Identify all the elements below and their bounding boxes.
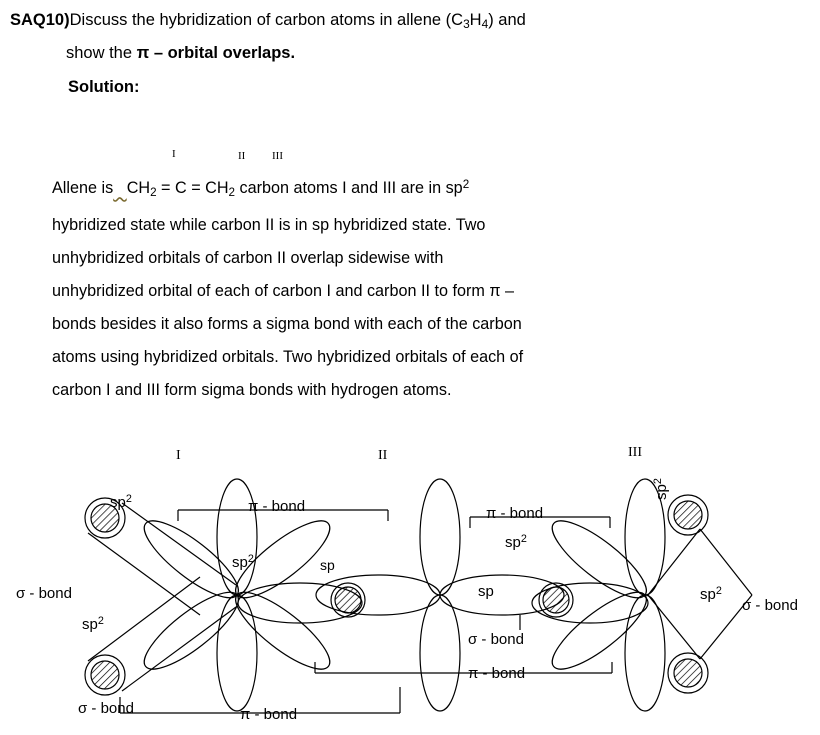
question-line2-pi: π – orbital overlaps — [136, 43, 291, 62]
label-sp2-right-rot-text: sp — [652, 484, 670, 500]
label-sigma-bond-right: σ - bond — [742, 597, 798, 614]
label-sp2-center-text: sp — [505, 533, 521, 551]
label-sp2-mid-left-sup: 2 — [247, 553, 254, 565]
label-pi-bond-bottom-left: π - bond — [240, 706, 298, 723]
label-sp2-top-left — [110, 493, 132, 511]
para-eq: = C = — [156, 179, 206, 198]
label-sp2-mid-left — [232, 553, 254, 571]
label-sigma-bond-center: σ - bond — [468, 631, 524, 648]
paragraph-line-5: bonds besides it also forms a sigma bond with each of the carbon — [52, 315, 522, 334]
paragraph-line-6: atoms using hybridized orbitals. Two hybridized orbitals of each of — [52, 348, 524, 367]
label-sp2-top-left-sup: 2 — [125, 493, 132, 505]
label-sp2-right-rot-sup: 2 — [652, 478, 664, 485]
question-sub-3: 3 — [463, 16, 470, 31]
question-sub-4: 4 — [481, 16, 489, 31]
label-sp2-center-sup: 2 — [520, 533, 527, 545]
paragraph-line-3: unhybridized orbitals of carbon II overlap sidewise with — [52, 249, 444, 268]
label-sp2-lower-left-sup: 2 — [97, 615, 104, 627]
question-line-2 — [66, 40, 810, 66]
label-sp2-center — [505, 533, 527, 551]
label-sp2-mid-left-text: sp — [232, 553, 248, 571]
question-line2-text: show the — [66, 43, 137, 62]
para-ch2-a: CH — [126, 179, 151, 198]
label-sp2-top-left-text: sp — [110, 493, 126, 511]
diagram-marker-i: I — [176, 448, 181, 463]
diagram-marker-ii: II — [378, 448, 388, 463]
para-ch2-a-sub: 2 — [150, 186, 157, 200]
question-text-a: Discuss the hybridization of carbon atoms in allene (C — [69, 11, 464, 29]
paragraph-line-2: hybridized state while carbon II is in sp hybridized state. Two — [52, 216, 486, 235]
para-text-2: carbon atoms I and III are in sp — [235, 179, 463, 198]
label-sigma-bond-bottom-left: σ - bond — [78, 700, 134, 717]
label-sp-center: sp — [478, 583, 494, 600]
para-text-1: Allene is — [52, 179, 114, 198]
formula-marker-iii: III — [272, 150, 283, 162]
label-sigma-bond-left: σ - bond — [16, 585, 72, 602]
para-ch2-b: CH — [205, 179, 229, 198]
para-squiggle — [113, 179, 127, 197]
question-line-1 — [10, 8, 810, 36]
label-sp2-right-upper — [700, 585, 722, 603]
label-sp2-lower-left-text: sp — [82, 615, 98, 633]
label-sp-center-small: sp — [320, 557, 335, 573]
para-ch2-b-sub: 2 — [228, 186, 236, 200]
formula-marker-i: I — [172, 148, 176, 160]
para-sup-2: 2 — [462, 178, 470, 191]
label-sp2-right-upper-sup: 2 — [715, 585, 722, 597]
label-pi-bond-bottom-right: π - bond — [468, 665, 526, 682]
label-pi-bond-top-right: π - bond — [486, 505, 544, 522]
question-tag: SAQ10) — [10, 11, 70, 29]
formula-marker-ii: II — [238, 150, 246, 162]
orbital-overlap-diagram — [0, 425, 820, 735]
label-sp2-right-upper-text: sp — [700, 585, 716, 603]
label-sp2-right-rotated — [652, 478, 670, 500]
body-paragraph — [52, 168, 664, 407]
solution-label: Solution: — [68, 78, 140, 96]
paragraph-line-7: carbon I and III form sigma bonds with hydrogen atoms. — [52, 381, 452, 400]
diagram-marker-iii: III — [628, 445, 642, 460]
question-text-b: H — [469, 11, 482, 29]
paragraph-line-4: unhybridized orbital of each of carbon I and carbon II to form π – — [52, 282, 514, 301]
paragraph-line-1 — [52, 168, 664, 209]
question-line2-period: . — [290, 43, 296, 62]
diagram-svg — [0, 425, 820, 735]
question-block — [10, 8, 810, 66]
question-text-c: ) and — [488, 11, 526, 29]
label-sp2-lower-left — [82, 615, 104, 633]
label-pi-bond-top-left: π - bond — [248, 498, 306, 515]
